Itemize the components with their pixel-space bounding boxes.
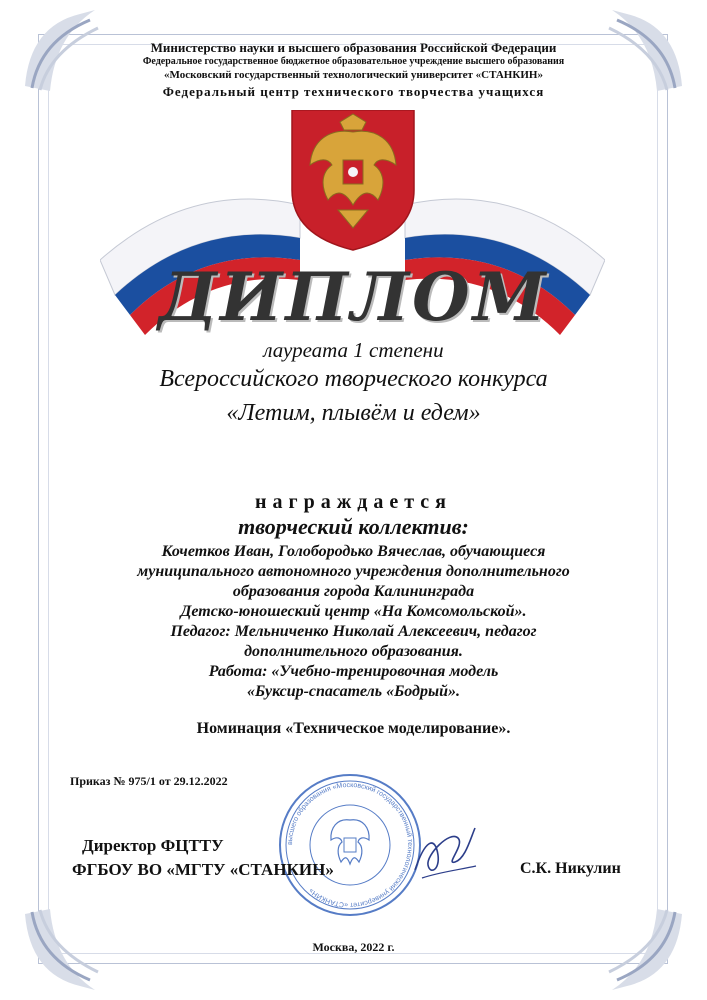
awarded-label: награждается	[255, 491, 452, 513]
place-date: Москва, 2022 г.	[312, 940, 395, 954]
award-detail-line: «Буксир-спасатель «Бодрый».	[247, 683, 460, 700]
svg-text:высшего образования «Московски	[287, 782, 413, 908]
award-detail-line: муниципального автономного учреждения дополнительного	[137, 563, 570, 580]
director-title-line1: Директор ФЦТТУ	[82, 836, 224, 855]
team-label: творческий коллектив:	[238, 514, 469, 539]
signer-name: С.К. Никулин	[520, 860, 621, 877]
award-detail-line: образования города Калининграда	[232, 583, 475, 600]
official-seal	[275, 770, 425, 920]
award-detail-line: дополнительного образования.	[244, 643, 463, 660]
contest-name: «Летим, плывём и едем»	[226, 400, 481, 426]
laureate-degree: лауреата 1 степени	[263, 338, 444, 362]
order-number: Приказ № 975/1 от 29.12.2022	[70, 774, 228, 788]
award-detail-line: Работа: «Учебно-тренировочная модель	[208, 663, 499, 680]
award-detail-line: Детско-юношеский центр «На Комсомольской».	[180, 603, 527, 620]
award-detail-line: Кочетков Иван, Голобородько Вячеслав, обучающиеся	[161, 543, 546, 560]
seal-text: высшего образования «Московский государственный технологический университет «СТАНКИН»	[286, 781, 414, 909]
header-center: Федеральный центр технического творчества учащихся	[162, 84, 545, 99]
award-details	[0, 542, 707, 702]
diploma-title: ДИПЛОМ	[158, 258, 549, 336]
header-ministry: Министерство науки и высшего образования Российской Федерации	[150, 40, 557, 55]
director-title-line2: ФГБОУ ВО «МГТУ «СТАНКИН»	[72, 860, 334, 879]
award-detail-line: Педагог: Мельниченко Николай Алексеевич, педагог	[170, 623, 537, 640]
header-university: «Московский государственный технологический университет «СТАНКИН»	[164, 69, 543, 81]
signature	[410, 820, 480, 885]
header-institution-type: Федеральное государственное бюджетное образовательное учреждение высшего образования	[142, 56, 565, 67]
nomination: Номинация «Техническое моделирование».	[196, 720, 511, 737]
coat-of-arms-icon	[292, 110, 414, 250]
contest-label: Всероссийского творческого конкурса	[159, 366, 548, 392]
